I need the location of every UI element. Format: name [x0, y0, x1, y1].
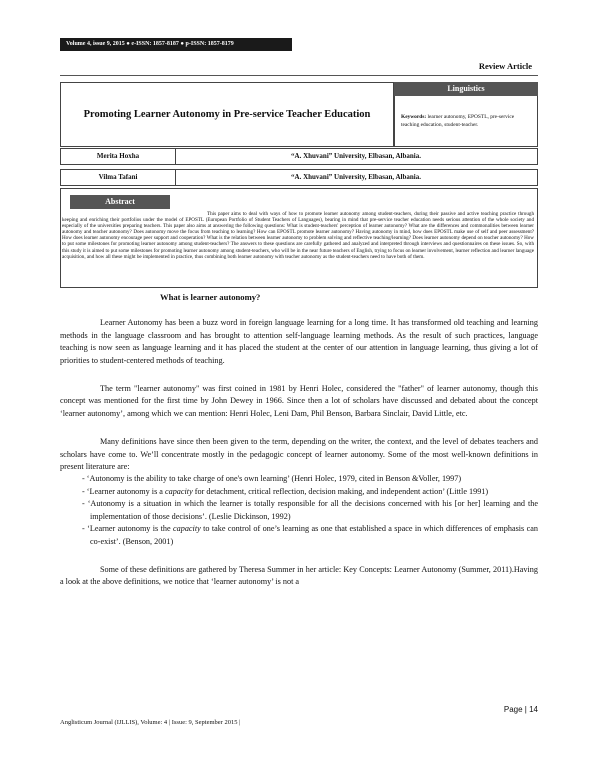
- paragraph: Some of these definitions are gathered by Theresa Summer in her article: Key Concepts: Learner Autonomy (Summer, 2011).Having a look at the above definitions, we notice that ‘learner autonomy’ is not a: [60, 564, 538, 587]
- footer-citation: Anglisticum Journal (IJLLIS), Volume: 4 | Issue: 9, September 2015 |: [60, 719, 241, 726]
- section-heading: What is learner autonomy?: [160, 292, 261, 302]
- field-label: Linguistics: [394, 82, 538, 96]
- keywords-text: learner autonomy, EPOSTL, pre-service teaching education, student-teacher.: [401, 114, 515, 128]
- paragraph: Many definitions have since then been given to the term, depending on the writer, the context, and the level of debates teachers and scholars have come to. We’ll concentrate mostly in the pedagogic concept of learner autonomy. Some of the most well-known definitions in present literature are:: [60, 437, 538, 472]
- definitions-list: [60, 473, 538, 547]
- paragraph: Learner Autonomy has been a buzz word in foreign language learning for a long time. It has transformed old teaching and learning methods in the language classroom and has brought to attention self-language learning methods. As the result of such practices, language teaching is now seen as language learning and it has placed the student at the center of our attention in language learning, thus giving a lot of priorities to student-centered methods of teaching.: [60, 318, 538, 365]
- author-affiliation: “A. Xhuvani” University, Elbasan, Albania.: [291, 173, 421, 181]
- keywords-box: [394, 96, 538, 147]
- definition-item: - ‘Autonomy is a situation in which the learner is totally responsible for all the decisions concerned with his [or her] learning and the implementation of those decisions’. (Leslie Dickinson, 1992): [82, 499, 538, 521]
- abstract-label: Abstract: [70, 195, 170, 209]
- definition-item: - ‘Learner autonomy is a capacity for detachment, critical reflection, decision making, and independent action’ (Little 1991): [82, 486, 489, 496]
- header-rule: [60, 75, 538, 76]
- page-number: Page | 14: [503, 705, 538, 714]
- definition-item: - ‘Learner autonomy is the capacity to take control of one’s learning as one that established a space in which differences of emphasis can co-exist’. (Benson, 2001): [82, 524, 538, 546]
- paragraph: The term "learner autonomy" was first coined in 1981 by Henri Holec, considered the "father" of learner autonomy, though this concept was mentioned for the first time by John Dewey in 1966. Since then a lot of scholars have discussed and debated about the concept ‘learner autonomy’, among which we can mention: Henri Holec, Leni Dam, Phil Benson, Barbara Sinclair, David Little, etc.: [60, 384, 538, 418]
- author-name: Merita Hoxha: [61, 149, 176, 164]
- definition-item: - ‘Autonomy is the ability to take charge of one's own learning’ (Henri Holec, 1979, cited in Benson &Voller, 1997): [82, 474, 462, 484]
- body-text: [60, 291, 538, 589]
- paper-title: Promoting Learner Autonomy in Pre-service Teacher Education: [60, 82, 394, 147]
- issue-bar: Volume 4, issue 9, 2015 ● e-ISSN: 1857-8187 ● p-ISSN: 1857-8179: [60, 38, 292, 51]
- author-row: [60, 169, 538, 186]
- article-type: Review Article: [478, 61, 532, 71]
- keywords-label: Keywords:: [401, 114, 427, 120]
- author-row: [60, 148, 538, 165]
- author-name: Vilma Tafani: [61, 170, 176, 185]
- abstract-text: This paper aims to deal with ways of how to promote learner autonomy among student-teachers, during their passive and active teaching practice through keeping and enriching their portfolios under the model of EPOSTL (European Portfolio of Student Teachers of Languages), bearing in mind that pre-service teacher education needs serious attention of the whole society and especially of the universities preparing teachers. This paper also aims at answering the following questions: What is student-teachers' perception of learner autonomy? What are the differences and commonalities between learner autonomy and teacher autonomy? Does autonomy move the focus from teaching to learning? How can EPOSTL promote learner autonomy? Having autonomy in mind, how does EPOSTL make use of self and peer assessment? How does learner autonomy encourage peer support and cooperation? What is the relation between learner autonomy to problem solving and reflective teaching/learning? Does learner autonomy depend on teacher autonomy? How to put some milestones for promoting learner autonomy among student-teachers? The answers to these questions are carefully gathered and analyzed and interpreted through interviews and questionnaires on these issues. So, with this study it is aimed to put some milestones for promoting learner autonomy among student-teachers, who will be in the near future teachers of English, trying to focus on learner involvement, learner reflection and learner language acquisition, and how all these might be implemented in practice, thus combining both learner autonomy with teacher autonomy as the student-teachers need to have both of them.: [62, 211, 534, 260]
- author-affiliation: “A. Xhuvani” University, Elbasan, Albania.: [291, 152, 421, 160]
